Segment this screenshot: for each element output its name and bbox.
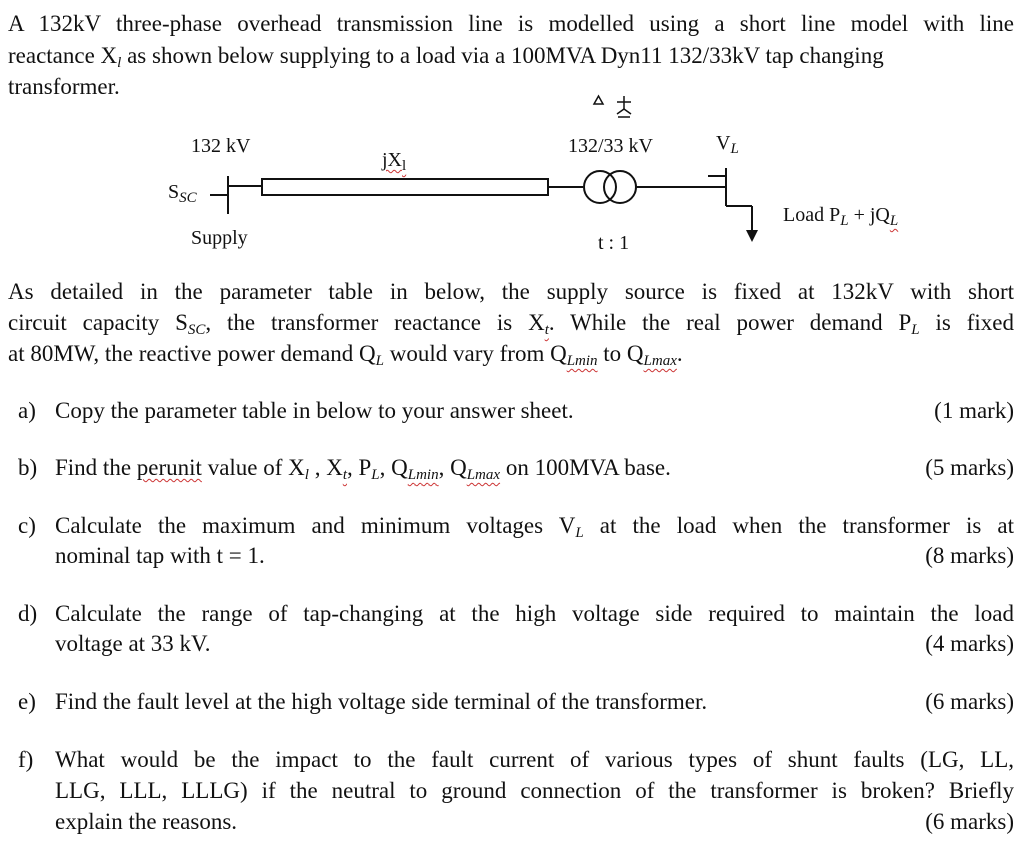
supply-label: Supply [191,227,248,249]
question-d-label: d) [18,601,38,626]
para2-line-3: at 80MW, the reactive power demand $Q_L$ would vary from $Q_{Lmin}$ to $Q_{Lmax}$. [8,341,683,369]
question-f-mark: (6 marks) [925,809,1014,834]
question-f-line-3: explain the reasons. [55,809,238,834]
question-d-line-1: Calculate the range of tap-changing at the high voltage side required to maintain the load [55,601,1014,626]
question-e-mark: (6 marks) [925,689,1014,714]
load-arrow [746,230,758,242]
question-c-mark: (8 marks) [925,543,1014,568]
line-reactance-box [262,179,548,195]
question-a-mark: (1 mark) [934,398,1014,423]
transformer-primary-winding [584,171,616,203]
question-c-label: c) [18,513,36,538]
intro-text: reactance X [8,43,118,68]
question-f-line-2: LLG, LLL, LLLG) if the neutral to ground connection of the transformer is broken? Briefly [55,778,1014,803]
tap-label: t : 1 [598,232,630,254]
load-voltage-label: $V_L$ [716,132,739,157]
para2-line-2: circuit capacity $S_{SC}$, the transformer reactance is $X_t$. While the real power demand $P_L$ is fixed [8,310,1014,338]
grounded-star-icon [617,96,631,117]
para2-line-1: As detailed in the parameter table in below, the supply source is fixed at 132kV with short [8,279,1014,304]
delta-icon [594,96,603,104]
intro-text: as shown below supplying to a load via a 100MVA Dyn11 132/33kV tap changing [121,43,884,68]
intro-line-1: A 132kV three-phase overhead transmission line is modelled using a short line model with line [8,11,1014,36]
question-d-mark: (4 marks) [925,631,1014,656]
question-a-text: Copy the parameter table in below to your answer sheet. [55,398,574,423]
ssc-label: $S_{SC}$ [168,181,197,206]
transformer-ratio-label: 132/33 kV [568,135,653,157]
question-d-line-2: voltage at 33 kV. [55,631,211,656]
question-b-label: b) [18,455,38,480]
subscript: l [117,55,122,71]
intro-line-3: transformer. [8,74,120,99]
line-reactance-label: $jX_l$ [382,149,407,174]
question-e-label: e) [18,689,36,714]
supply-voltage-label: 132 kV [191,135,251,157]
question-c-line-1: Calculate the maximum and minimum voltages $V_L$ at the load when the transformer is at [55,513,1014,541]
question-b-text: Find the perunit value of $X_l$ , $X_t$, $P_L$, $Q_{Lmin}$, $Q_{Lmax}$ on 100MVA base. [55,455,671,483]
transformer-secondary-winding [604,171,636,203]
question-e-text: Find the fault level at the high voltage side terminal of the transformer. [55,689,708,714]
question-b-mark: (5 marks) [925,455,1014,480]
load-label: Load $P_L + jQ_L$ [783,204,899,229]
question-f-line-1: What would be the impact to the fault current of various types of shunt faults (LG, LL, [55,747,1014,772]
question-a-label: a) [18,398,36,423]
question-f-label: f) [18,747,34,772]
question-c-line-2: nominal tap with t = 1. [55,543,265,568]
